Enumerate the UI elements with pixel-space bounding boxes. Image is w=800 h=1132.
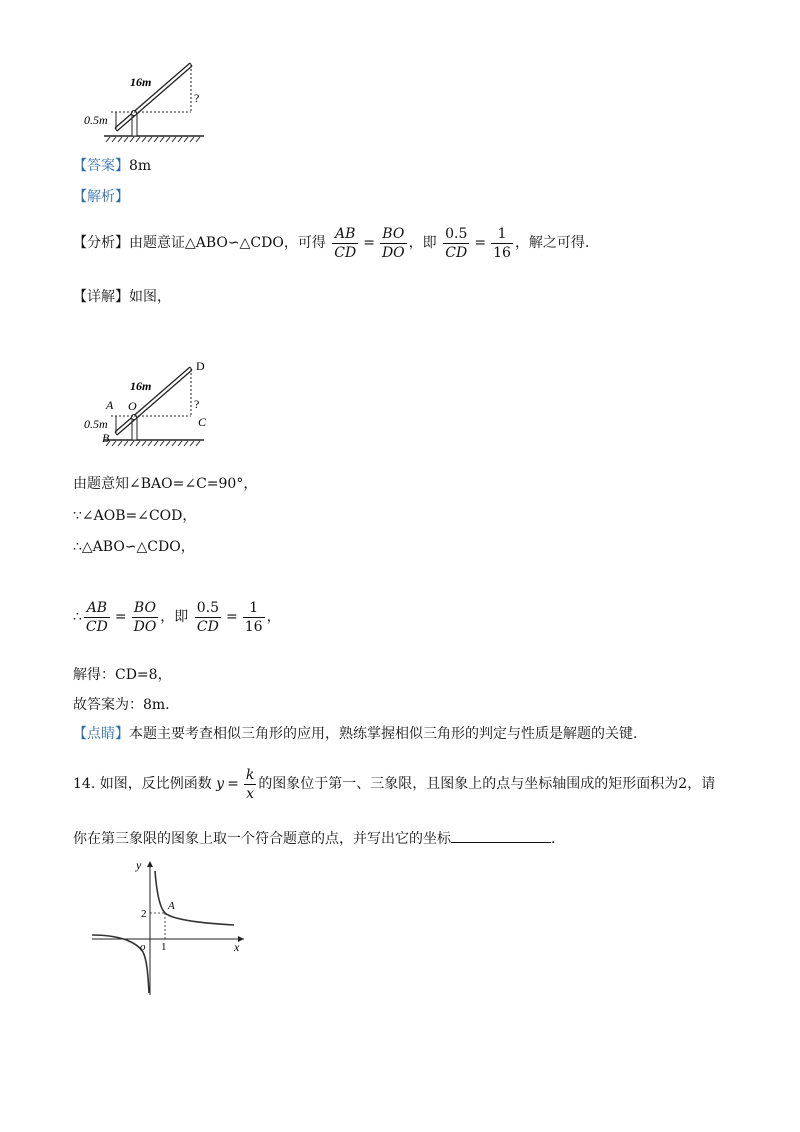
fig2-label-d: D <box>196 359 205 373</box>
step-6: 故答案为：8m. <box>73 697 170 713</box>
answer-blank[interactable] <box>451 828 551 843</box>
fenxi-pre: 由题意证△ABO∽△CDO，可得 <box>129 235 326 251</box>
fraction-k-x: $\frac{k}{x}$ <box>245 766 255 802</box>
question-14-line-2: 你在第三象限的图象上取一个符合题意的点，并写出它的坐标 . <box>73 828 555 849</box>
fraction-ab-cd: $\frac{AB}{CD}$ <box>334 225 357 261</box>
seesaw-figure-1 <box>82 56 212 148</box>
seesaw-figure-2 <box>82 356 212 452</box>
fraction-1-16-2: $\frac{1}{16}$ <box>244 599 263 635</box>
fraction-bo-do-2: $\frac{BO}{DO}$ <box>133 599 157 635</box>
fig2-question-mark: ? <box>194 397 200 411</box>
fraction-05-cd-2: $\frac{0.5}{CD}$ <box>196 599 220 635</box>
fig2-label-a: A <box>106 398 114 412</box>
graph-y-label: y <box>136 858 142 872</box>
analysis-tag: 【解析】 <box>73 189 129 205</box>
fig1-question-mark: ? <box>194 91 200 105</box>
fig2-label-o: O <box>128 399 137 413</box>
fenxi-post: ，解之可得. <box>514 235 590 251</box>
xiangjie-tag: 【详解】 <box>73 289 129 305</box>
xiangjie-line: 【详解】如图， <box>73 289 171 305</box>
answer-value: 8m <box>129 158 152 174</box>
step-4: ∴ $\frac{AB}{CD}$ = $\frac{BO}{DO}$ ，即 $\frac{0.5}{CD}$ = $\frac{1}{16}$ ， <box>73 599 281 635</box>
fraction-ab-cd-2: $\frac{AB}{CD}$ <box>85 599 108 635</box>
fraction-bo-do: $\frac{BO}{DO}$ <box>381 225 405 261</box>
fig1-height-label: 0.5m <box>84 113 108 127</box>
dianjing-line: 【点睛】本题主要考查相似三角形的应用，熟练掌握相似三角形的判定与性质是解题的关键. <box>73 726 638 742</box>
fig2-length-label: 16m <box>130 379 152 393</box>
fraction-1-16: $\frac{1}{16}$ <box>493 225 511 261</box>
fraction-05-cd: $\frac{0.5}{CD}$ <box>445 225 468 261</box>
graph-point-a: A <box>168 900 175 912</box>
question-14-line-1: 14. 如图，反比例函数 y = $\frac{k}{x}$ 的图象位于第一、三象限，且图象上的点与坐标轴围成的矩形面积为2，请 <box>73 766 716 802</box>
step-1: 由题意知∠BAO=∠C=90°， <box>73 476 258 492</box>
fig2-height-label: 0.5m <box>84 417 108 431</box>
answer-line <box>73 156 151 176</box>
step-5: 解得：CD=8， <box>73 667 172 683</box>
graph-origin: o <box>140 941 146 953</box>
fig2-label-b: B <box>102 431 110 445</box>
fenxi-tag: 【分析】 <box>73 235 129 251</box>
graph-tick-1: 1 <box>161 941 167 953</box>
fenxi-mid: ，即 <box>408 235 437 251</box>
step-2: ∵∠AOB=∠COD， <box>73 508 197 524</box>
fig2-label-c: C <box>198 415 207 429</box>
graph-x-label: x <box>234 940 240 954</box>
fig1-length-label: 16m <box>130 75 152 89</box>
fenxi-line: 【分析】由题意证△ABO∽△CDO，可得 $\frac{AB}{CD}$ = $\frac{BO}{DO}$ ，即 $\frac{0.5}{CD}$ = $\frac{1}{16}$ ，解之可得. <box>73 225 590 261</box>
dianjing-tag: 【点睛】 <box>73 726 129 742</box>
step-3: ∴△ABO∽△CDO， <box>73 539 195 555</box>
graph-tick-2: 2 <box>141 908 147 920</box>
reciprocal-function-graph <box>88 857 248 997</box>
answer-tag: 【答案】 <box>73 158 129 174</box>
